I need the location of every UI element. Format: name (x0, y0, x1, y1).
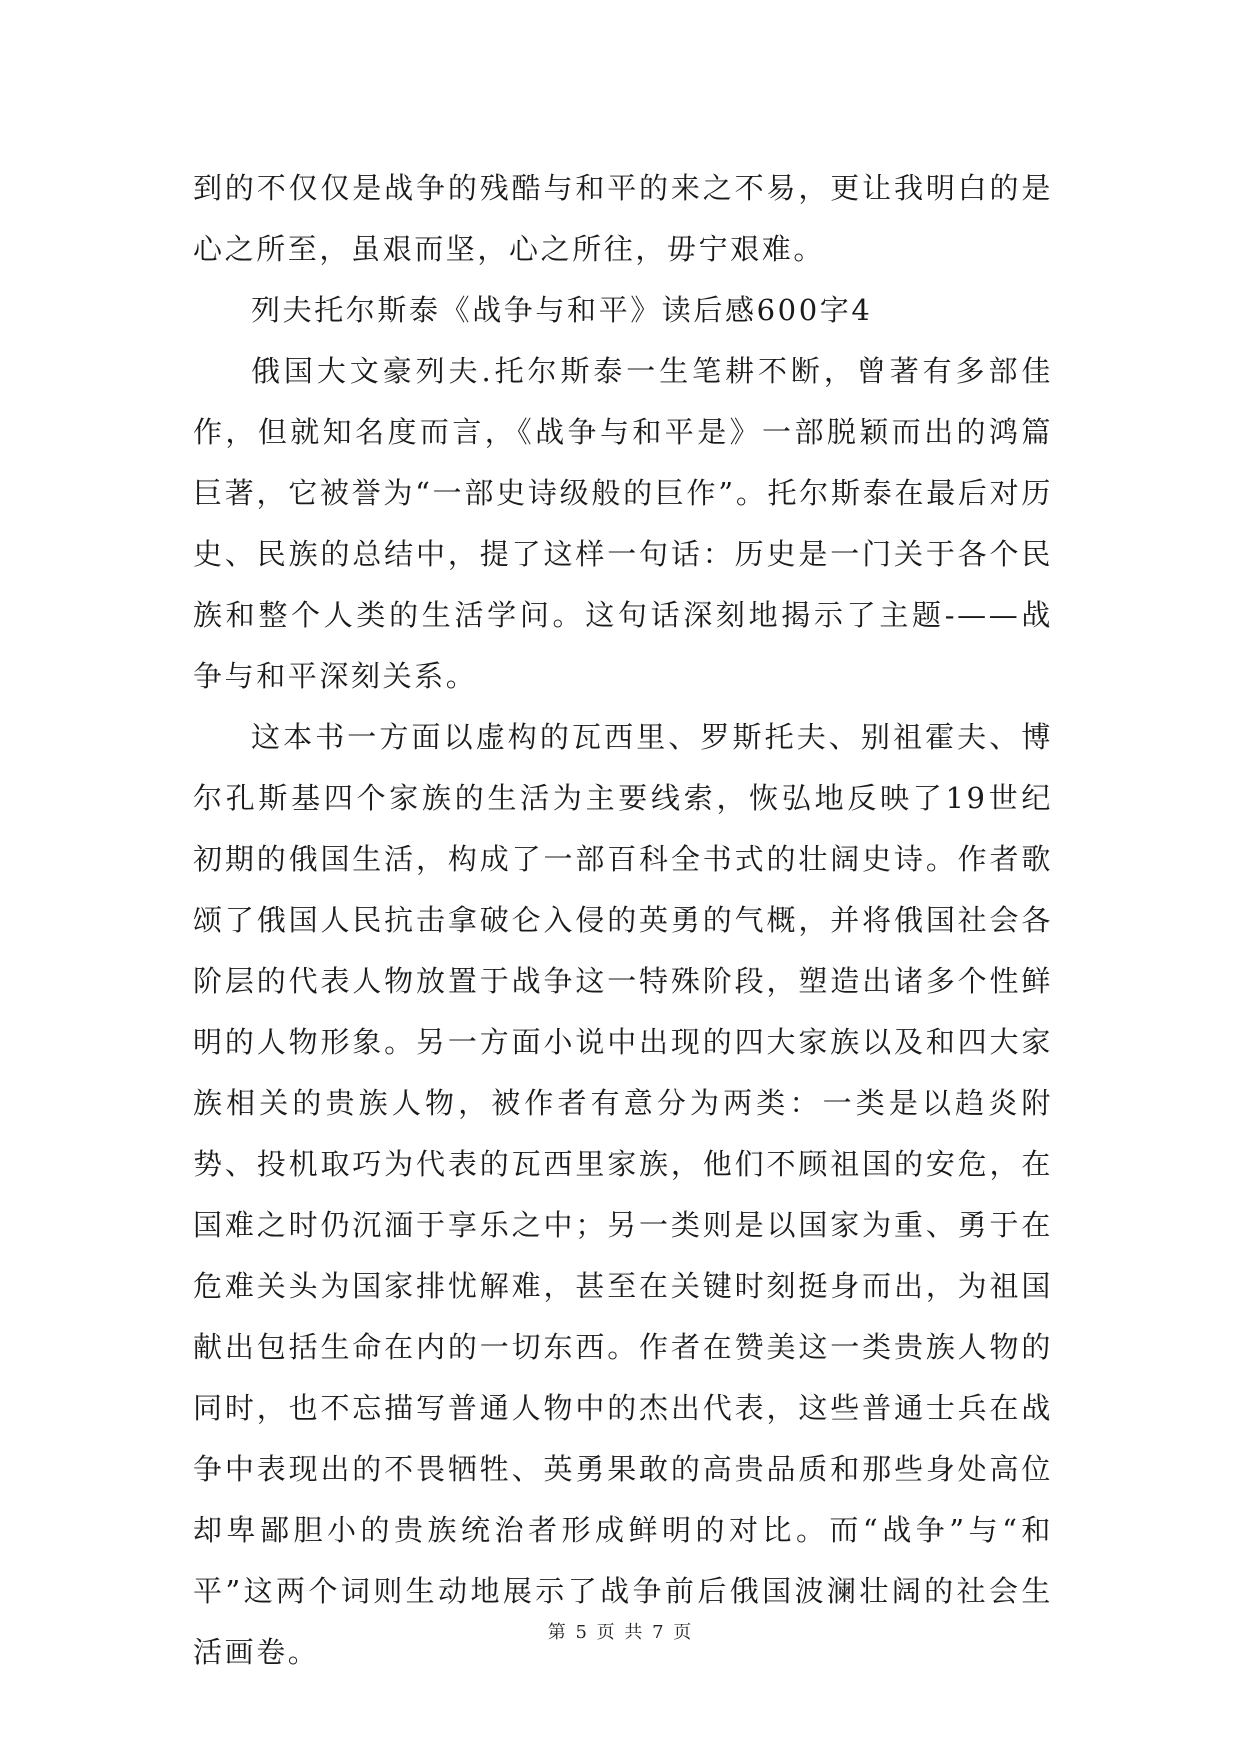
body-paragraph-analysis: 这本书一方面以虚构的瓦西里、罗斯托夫、别祖霍夫、博尔孔斯基四个家族的生活为主要线索，恢弘地反映了19世纪初期的俄国生活，构成了一部百科全书式的壮阔史诗。作者歌颂了俄国人民抗击拿破仑入侵的英勇的气概，并将俄国社会各阶层的代表人物放置于战争这一特殊阶段，塑造出诸多个性鲜明的人物形象。另一方面小说中出现的四大家族以及和四大家族相关的贵族人物，被作者有意分为两类：一类是以趋炎附势、投机取巧为代表的瓦西里家族，他们不顾祖国的安危，在国难之时仍沉湎于享乐之中；另一类则是以国家为重、勇于在危难关头为国家排忧解难，甚至在关键时刻挺身而出，为祖国献出包括生命在内的一切东西。作者在赞美这一类贵族人物的同时，也不忘描写普通人物中的杰出代表，这些普通士兵在战争中表现出的不畏牺牲、英勇果敢的高贵品质和那些身处高位却卑鄙胆小的贵族统治者形成鲜明的对比。而“战争”与“和平”这两个词则生动地展示了战争前后俄国波澜壮阔的社会生活画卷。 (193, 720, 1053, 1669)
body-paragraph-continuation: 到的不仅仅是战争的残酷与和平的来之不易，更让我明白的是心之所至，虽艰而坚，心之所往，毋宁艰难。 (193, 171, 1053, 266)
body-paragraph-intro: 俄国大文豪列夫.托尔斯泰一生笔耕不断，曾著有多部佳作，但就知名度而言，《战争与和平是》一部脱颖而出的鸿篇巨著，它被誉为“一部史诗级般的巨作”。托尔斯泰在最后对历史、民族的总结中，提了这样一句话：历史是一门关于各个民族和整个人类的生活学问。这句话深刻地揭示了主题-——战争与和平深刻关系。 (193, 354, 1053, 693)
page-number-footer: 第 5 页 共 7 页 (547, 1622, 694, 1643)
document-body (193, 158, 1053, 1683)
section-heading: 列夫托尔斯泰《战争与和平》读后感600字4 (251, 293, 873, 327)
